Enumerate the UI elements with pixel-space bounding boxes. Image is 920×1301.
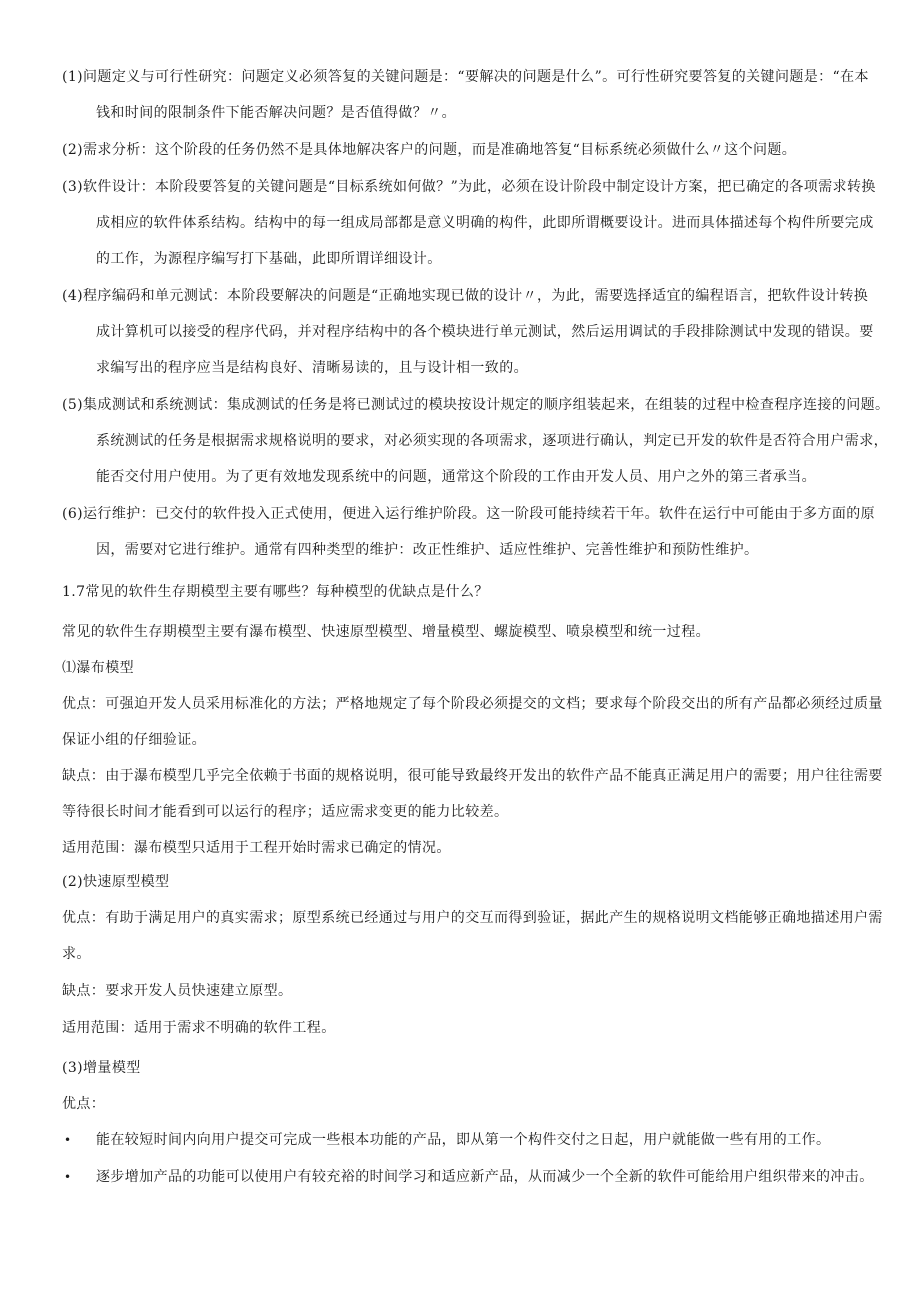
step-1-line-1: (1)问题定义与可行性研究：问题定义必须答复的关键问题是：“要解决的问题是什么”。可行性研究要答复的关键问题是：“在本 — [62, 69, 869, 85]
step-4-line-2: 成计算机可以接受的程序代码，并对程序结构中的各个模块进行单元测试，然后运用调试的手段排除测试中发现的错误。要 — [96, 324, 874, 340]
incremental-heading: (3)增量模型 — [62, 1060, 141, 1076]
question-heading: 1.7常见的软件生存期模型主要有哪些？每种模型的优缺点是什么？ — [62, 584, 489, 600]
step-5-line-1: (5)集成测试和系统测试：集成测试的任务是将已测试过的模块按设计规定的顺序组装起来，在组装的过程中检查程序连接的问题。 — [62, 397, 890, 413]
prototype-cons: 缺点：要求开发人员快速建立原型。 — [62, 983, 293, 999]
step-6-line-2: 因，需要对它进行维护。通常有四种类型的维护：改正性维护、适应性维护、完善性维护和预防性维护。 — [96, 542, 759, 558]
waterfall-scope: 适用范围：瀑布模型只适用于工程开始时需求已确定的情况。 — [62, 840, 451, 856]
step-3-line-2: 成相应的软件体系结构。结构中的每一组成局部都是意义明确的构件，此即所谓概要设计。进而具体描述每个构件所要完成 — [96, 215, 874, 231]
prototype-heading: (2)快速原型模型 — [62, 874, 170, 890]
waterfall-heading: ⑴瀑布模型 — [62, 660, 134, 676]
step-6-line-1: (6)运行维护：已交付的软件投入正式使用，便进入运行维护阶段。这一阶段可能持续若干年。软件在运行中可能由于多方面的原 — [62, 506, 876, 522]
prototype-scope: 适用范围：适用于需求不明确的软件工程。 — [62, 1020, 336, 1036]
waterfall-cons-line-1: 缺点：由于瀑布模型几乎完全依赖于书面的规格说明，很可能导致最终开发出的软件产品不能真正满足用户的需要；用户往往需要 — [62, 768, 883, 784]
step-5-line-3: 能否交付用户使用。为了更有效地发现系统中的问题，通常这个阶段的工作由开发人员、用户之外的第三者承当。 — [96, 469, 816, 485]
waterfall-pros-line-2: 保证小组的仔细验证。 — [62, 732, 206, 748]
incremental-bullet-2: 逐步增加产品的功能可以使用户有较充裕的时间学习和适应新产品，从而减少一个全新的软件可能给用户组织带来的冲击。 — [96, 1169, 874, 1185]
step-2-line-1: (2)需求分析：这个阶段的任务仍然不是具体地解决客户的问题，而是准确地答复“目标系统必须做什么〃这个问题。 — [62, 142, 797, 158]
answer-intro: 常见的软件生存期模型主要有瀑布模型、快速原型模型、增量模型、螺旋模型、喷泉模型和统一过程。 — [62, 624, 710, 640]
prototype-pros-line-2: 求。 — [62, 946, 91, 962]
bullet-icon: • — [64, 1133, 72, 1147]
step-3-line-1: (3)软件设计：本阶段要答复的关键问题是“目标系统如何做？”为此，必须在设计阶段中制定设计方案，把已确定的各项需求转换 — [62, 179, 876, 195]
bullet-icon: • — [64, 1170, 72, 1184]
waterfall-pros-line-1: 优点：可强迫开发人员采用标准化的方法；严格地规定了每个阶段必须提交的文档；要求每个阶段交出的所有产品都必须经过质量 — [62, 696, 883, 712]
incremental-pros-label: 优点： — [62, 1096, 106, 1112]
step-3-line-3: 的工作，为源程序编写打下基础，此即所谓详细设计。 — [96, 251, 442, 267]
prototype-pros-line-1: 优点：有助于满足用户的真实需求；原型系统已经通过与用户的交互而得到验证，据此产生的规格说明文档能够正确地描述用户需 — [62, 910, 883, 926]
incremental-bullet-1: 能在较短时间内向用户提交可完成一些根本功能的产品，即从第一个构件交付之日起，用户就能做一些有用的工作。 — [96, 1132, 831, 1148]
step-5-line-2: 系统测试的任务是根据需求规格说明的要求，对必须实现的各项需求，逐项进行确认，判定已开发的软件是否符合用户需求， — [96, 433, 888, 449]
step-1-line-2: 钱和时间的限制条件下能否解决问题？是否值得做？〃。 — [96, 105, 456, 121]
step-4-line-3: 求编写出的程序应当是结构良好、清晰易读的，且与设计相一致的。 — [96, 360, 528, 376]
waterfall-cons-line-2: 等待很长时间才能看到可以运行的程序；适应需求变更的能力比较差。 — [62, 804, 509, 820]
step-4-line-1: (4)程序编码和单元测试：本阶段要解决的问题是“正确地实现已做的设计〃，为此，需要选择适宜的编程语言，把软件设计转换 — [62, 288, 869, 304]
